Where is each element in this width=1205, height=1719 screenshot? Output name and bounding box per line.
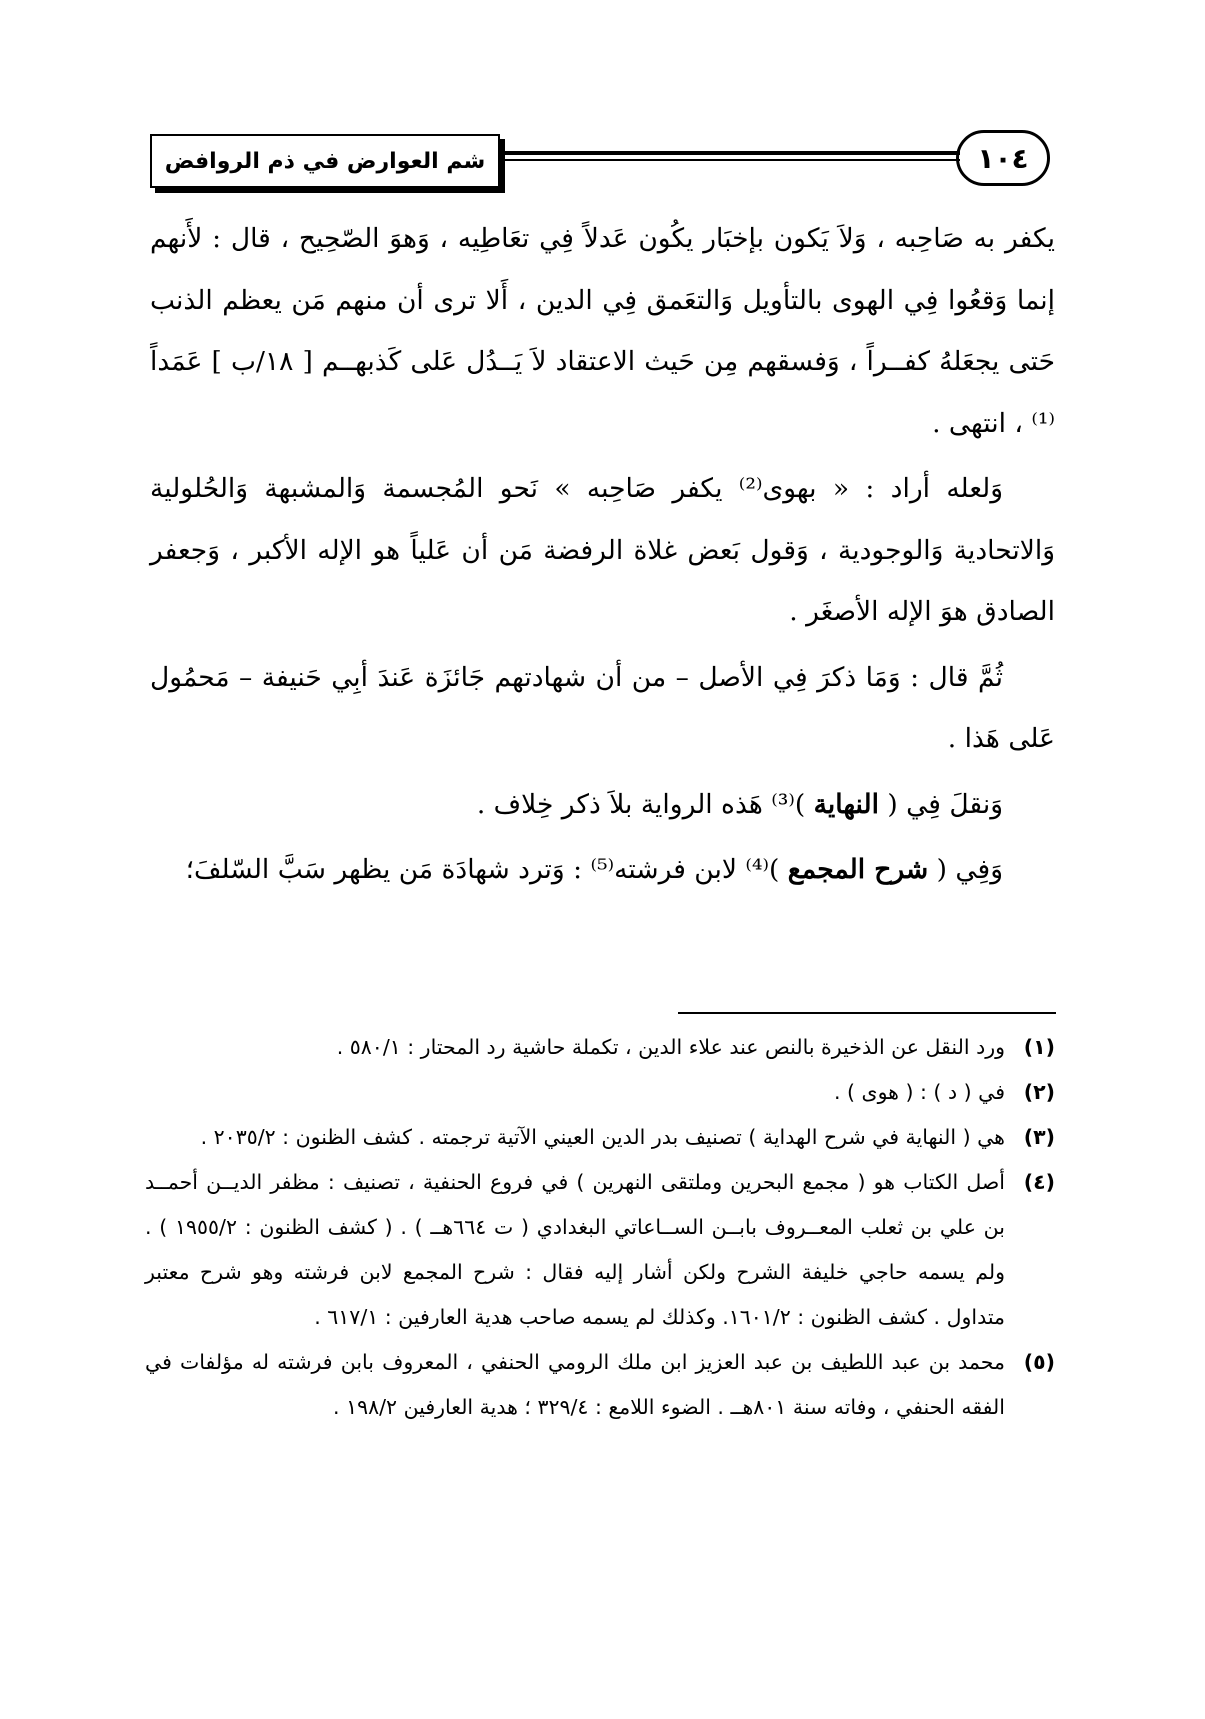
paragraph-1: يكفر به صَاحِبه ، وَلاَ يَكون بإخبَار يكُون عَدلاً فِي تعَاطِيه ، وَهوَ الصّحِيح ، قال : لأَنهم إنما وَقعُوا فِي الهوى بالتأويل وَالتعَمق فِي الدين ، أَلا ترى أن منهم مَن يعظم الذنب حَتى يجعَلهُ كفــراً ، وَفسقهم مِن حَيث الاعتقاد لاَ يَــدُل عَلى كَذبهــم [ ١٨/ب ] عَمَداً ⁽¹⁾ ، انتهى . <box>150 223 1056 439</box>
footnote-1 <box>145 1025 1055 1070</box>
footnote-4 <box>145 1160 1055 1340</box>
footnotes <box>145 1025 1055 1430</box>
header-rule <box>505 151 960 155</box>
footnote-divider <box>678 1012 1056 1014</box>
main-text <box>150 208 1055 905</box>
footnote-text: ورد النقل عن الذخيرة بالنص عند علاء الدين ، تكملة حاشية رد المحتار : ٥٨٠/١ . <box>336 1035 1005 1059</box>
header-rule-thin <box>505 159 960 161</box>
book-title-nihaya: النهاية <box>813 788 879 820</box>
footnote-number: (٣) <box>1023 1125 1055 1149</box>
footnote-text: في ( د ) : ( هوى ) . <box>833 1080 1005 1104</box>
book-title-sharh-majma: شرح المجمع <box>787 854 929 885</box>
footnote-number: (٥) <box>1023 1350 1055 1374</box>
footnote-number: (١) <box>1023 1035 1055 1059</box>
paragraph-4: وَنقلَ فِي ( النهاية )⁽³⁾ هَذه الرواية بلاَ ذكر خِلاف . <box>476 788 1003 820</box>
footnote-text: هي ( النهاية في شرح الهداية ) تصنيف بدر الدين العيني الآتية ترجمته . كشف الظنون : ٢٠٣٥/٢ . <box>200 1125 1005 1149</box>
footnote-number: (٤) <box>1023 1170 1055 1194</box>
footnote-number: (٢) <box>1023 1080 1055 1104</box>
footnote-3 <box>145 1115 1055 1160</box>
page-header <box>150 124 1050 196</box>
footnote-2 <box>145 1070 1055 1115</box>
running-title: شم العوارض في ذم الروافض <box>150 134 500 188</box>
page-number: ١٠٤ <box>956 130 1050 186</box>
footnote-text: محمد بن عبد اللطيف بن عبد العزيز ابن ملك الرومي الحنفي ، المعروف بابن فرشته له مؤلفات في الفقه الحنفي ، وفاته سنة ٨٠١هــ . الضوء اللامع : ٣٢٩/٤ ؛ هدية العارفين ١٩٨/٢ . <box>145 1350 1005 1419</box>
footnote-5 <box>145 1340 1055 1430</box>
paragraph-5: وَفِي ( شرح المجمع )⁽⁴⁾ لابن فرشته⁽⁵⁾ : وَترد شهادَة مَن يظهر سَبَّ السّلفَ؛ <box>185 854 1003 885</box>
footnote-text: أصل الكتاب هو ( مجمع البحرين وملتقى النهرين ) في فروع الحنفية ، تصنيف : مظفر الديــن أحمــد بن علي بن ثعلب المعــروف بابــن الســاعاتي البغدادي ( ت ٦٦٤هــ ) . ( كشف الظنون : ١٩٥٥/٢ ) . ولم يسمه حاجي خليفة الشرح ولكن أشار إليه فقال : شرح المجمع لابن فرشته وهو شرح معتبر متداول . كشف الظنون : ١٦٠١/٢. وكذلك لم يسمه صاحب هدية العارفين : ٦١٧/١ . <box>145 1170 1005 1329</box>
paragraph-3: ثُمَّ قال : وَمَا ذكرَ فِي الأصل – من أن شهادتهم جَائزَة عَندَ أبِي حَنيفة – مَحمُول عَلى هَذا . <box>150 661 1055 754</box>
paragraph-2: وَلعله أراد : « بهوى⁽²⁾ يكفر صَاحِبه » نَحو المُجسمة وَالمشبهة وَالحُلولية وَالاتحادية وَالوجودية ، وَقول بَعض غلاة الرفضة مَن أن عَلياً هو الإله الأكبر ، وَجعفر الصادق هوَ الإله الأصغَر . <box>150 473 1055 627</box>
